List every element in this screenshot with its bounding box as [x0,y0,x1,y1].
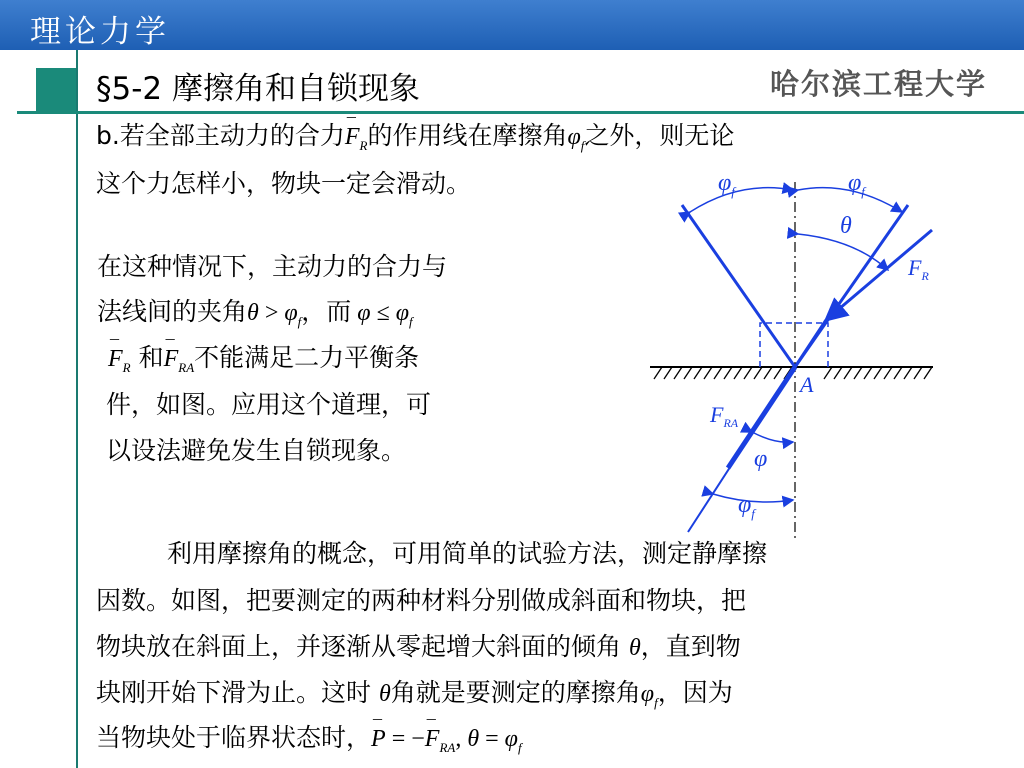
math-FRA: ¯ $F_{RA}$ [164,344,195,383]
math-equilibrium-eq: ¯ P = −¯ $F_{RA}$, $\theta = \varphi_f$ [371,726,522,752]
test-line5: 当物块处于临界状态时，¯ P = −¯ $F_{RA}$, $\theta = \varphi_f$ [96,722,522,763]
arc-phi [752,432,793,442]
case-line5: 以设法避免发生自锁现象。 [106,436,407,465]
test-line3: 物块放在斜面上，并逐渐从零起增大斜面的倾角 θ，直到物 [96,632,741,661]
label-phi: φ [754,446,768,472]
math-FR: ¯ $F_R$ [345,122,368,161]
math-phi-f-2: $\varphi_f$ [640,681,658,710]
arc-phi-f-lower [713,494,793,502]
label-point-A: A [800,372,814,397]
para-b-label: b. [96,121,120,150]
label-phi-f-left: $\varphi_f$ [718,170,735,199]
top-bar [0,0,1024,50]
label-phi-f-right: $\varphi_f$ [848,170,865,199]
math-phi-le-phif: $\varphi \le \varphi_f$ [357,300,413,329]
label-FR: $F_R$ [908,255,929,283]
university-logo: 哈尔滨工程大学 [770,67,988,101]
test-line2: 因数。如图，把要测定的两种材料分别做成斜面和物块，把 [96,586,747,615]
friction-angle-diagram [640,160,950,540]
math-phi-f: $\varphi_f$ [567,124,585,153]
left-vertical-rule [76,50,78,768]
math-theta-gt-phif: $\theta > \varphi_f$ [247,300,302,329]
case-line1: 在这种情况下，主动力的合力与 [97,252,448,281]
math-FR-2: ¯ $F_R$ [108,344,131,383]
section-title: §5-2 摩擦角和自锁现象 [96,71,420,107]
arc-phi-f-left [690,188,793,212]
label-phi-f-lower: $\varphi_f$ [738,492,755,521]
math-theta-2: θ [378,681,391,707]
left-margin-strip [0,50,76,768]
case-line2: 法线间的夹角$\theta > \varphi_f$，而 $\varphi \le \varphi_f$ [97,297,413,329]
para-b-line1: b.若全部主动力的合力¯ $F_R$的作用线在摩擦角$\varphi_f$之外，则无论 [96,120,734,161]
test-line1: 利用摩擦角的概念，可用简单的试验方法，测定静摩擦 [167,539,768,568]
force-FR-line [795,320,826,367]
title-marker-square [36,68,76,112]
label-FRA: $F_{RA}$ [710,402,739,430]
math-theta: θ [628,635,641,661]
cone-left-edge [682,205,795,367]
case-line4: 件，如图。应用这个道理，可 [106,390,432,419]
title-underline [17,111,1024,114]
case-line3: ¯ $F_R$ 和¯ $F_{RA}$不能满足二力平衡条 [108,342,419,383]
para-b-line2: 这个力怎样小，物块一定会滑动。 [96,169,472,198]
course-title: 理论力学 [30,14,170,50]
label-theta: θ [840,213,852,239]
test-line4: 块刚开始下滑为止。这时 θ角就是要测定的摩擦角$\varphi_f$，因为 [96,678,733,710]
